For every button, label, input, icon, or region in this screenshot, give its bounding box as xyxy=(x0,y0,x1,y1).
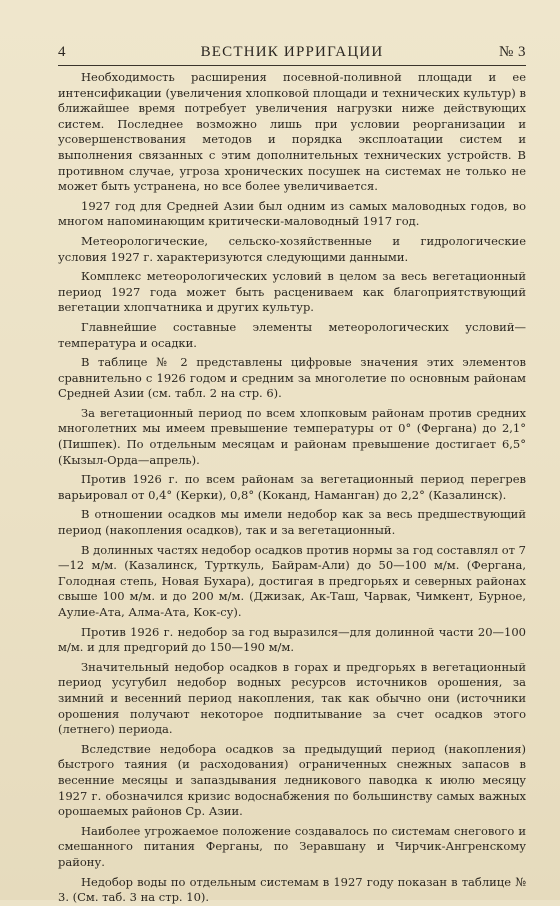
paragraph: В таблице № 2 представлены цифровые значения этих элементов сравнительно с 1926 годом и средним за многолетие по основным районам Средней Азии (см. табл. 2 на стр. 6). xyxy=(58,355,526,401)
issue-number: № 3 xyxy=(498,44,526,60)
paragraph: Недобор воды по отдельным системам в 1927 году показан в таблице № 3. (См. таб. 3 на стр. 10). xyxy=(58,874,526,905)
running-head xyxy=(58,44,526,63)
paragraph: Вследствие недобора осадков за предыдущий период (накопления) быстрого таяния (и расходования) ограниченных снежных запасов в весенние месяцы и запаздывания ледникового паводка к июлю месяцу 1927 г. обозначился кризис водоснабжения по большинству самых важных орошаемых районов Ср. Азии. xyxy=(58,741,526,819)
paragraph: Значительный недобор осадков в горах и предгорьях в вегетационный период усугубил недобор водных ресурсов источников орошения, за зимний и весенний период накопления, так как обычно они (источники орошения получают некоторое подпитывание за счет осадков этого (летнего) периода. xyxy=(58,659,526,737)
paragraph: Наиболее угрожаемое положение создавалось по системам снегового и смешанного питания Ферганы, по Зеравшану и Чирчик-Ангренскому району. xyxy=(58,823,526,869)
paragraph: В долинных частях недобор осадков против нормы за год составлял от 7—12 м/м. (Казалинск, Турткуль, Байрам-Али) до 50—100 м/м. (Фергана, Голодная степь, Новая Бухара), достигая в предгорьях и северных районах свыше 100 м/м. и до 200 м/м. (Джизак, Ак-Таш, Чарвак, Чимкент, Бурное, Аулие-Ата, Алма-Ата, Кок-су). xyxy=(58,542,526,619)
paragraph: Метеорологические, сельско-хозяйственные и гидрологические условия 1927 г. характеризуются следующими данными. xyxy=(58,233,526,264)
paragraph: Необходимость расширения посевной-поливной площади и ее интенсификации (увеличения хлопковой площади и технических культур) в ближайшее время потребует увеличения нагрузки ниже действующих систем. Последнее возможно лишь при условии реорганизации и усовершенствования методов и порядка эксплоатации систем и выполнения связанных с этим дополнительных технических устройств. В противном случае, угроза хронических посушек на системах не только не может быть устранена, но все более увеличивается. xyxy=(58,70,526,194)
paragraph: Главнейшие составные элементы метеорологических условий—температура и осадки. xyxy=(58,319,526,350)
paragraph: Против 1926 г. недобор за год выразился—для долинной части 20—100 м/м. и для предгорий до 150—190 м/м. xyxy=(58,624,526,655)
paragraph: За вегетационный период по всем хлопковым районам против средних многолетних мы имеем превышение температуры от 0° (Фергана) до 2,1° (Пишпек). По отдельным месяцам и районам превышение достигает 6,5° (Кызыл-Орда—апрель). xyxy=(58,405,526,467)
paragraph: В отношении осадков мы имели недобор как за весь предшествующий период (накопления осадков), так и за вегетационный. xyxy=(58,507,526,538)
paragraph: Комплекс метеорологических условий в целом за весь вегетационный период 1927 года может быть расцениваем как благоприятствующий вегетации хлопчатника и других культур. xyxy=(58,269,526,315)
paragraph: Против 1926 г. по всем районам за вегетационный период перегрев варьировал от 0,4° (Керки), 0,8° (Коканд, Наманган) до 2,2° (Казалинск). xyxy=(58,472,526,502)
journal-title: ВЕСТНИК ИРРИГАЦИИ xyxy=(200,44,384,60)
paragraph: 1927 год для Средней Азии был одним из самых маловодных годов, во многом напоминающим критически-маловодный 1917 год. xyxy=(58,198,526,229)
article-body xyxy=(58,66,526,906)
page-number: 4 xyxy=(58,44,66,60)
